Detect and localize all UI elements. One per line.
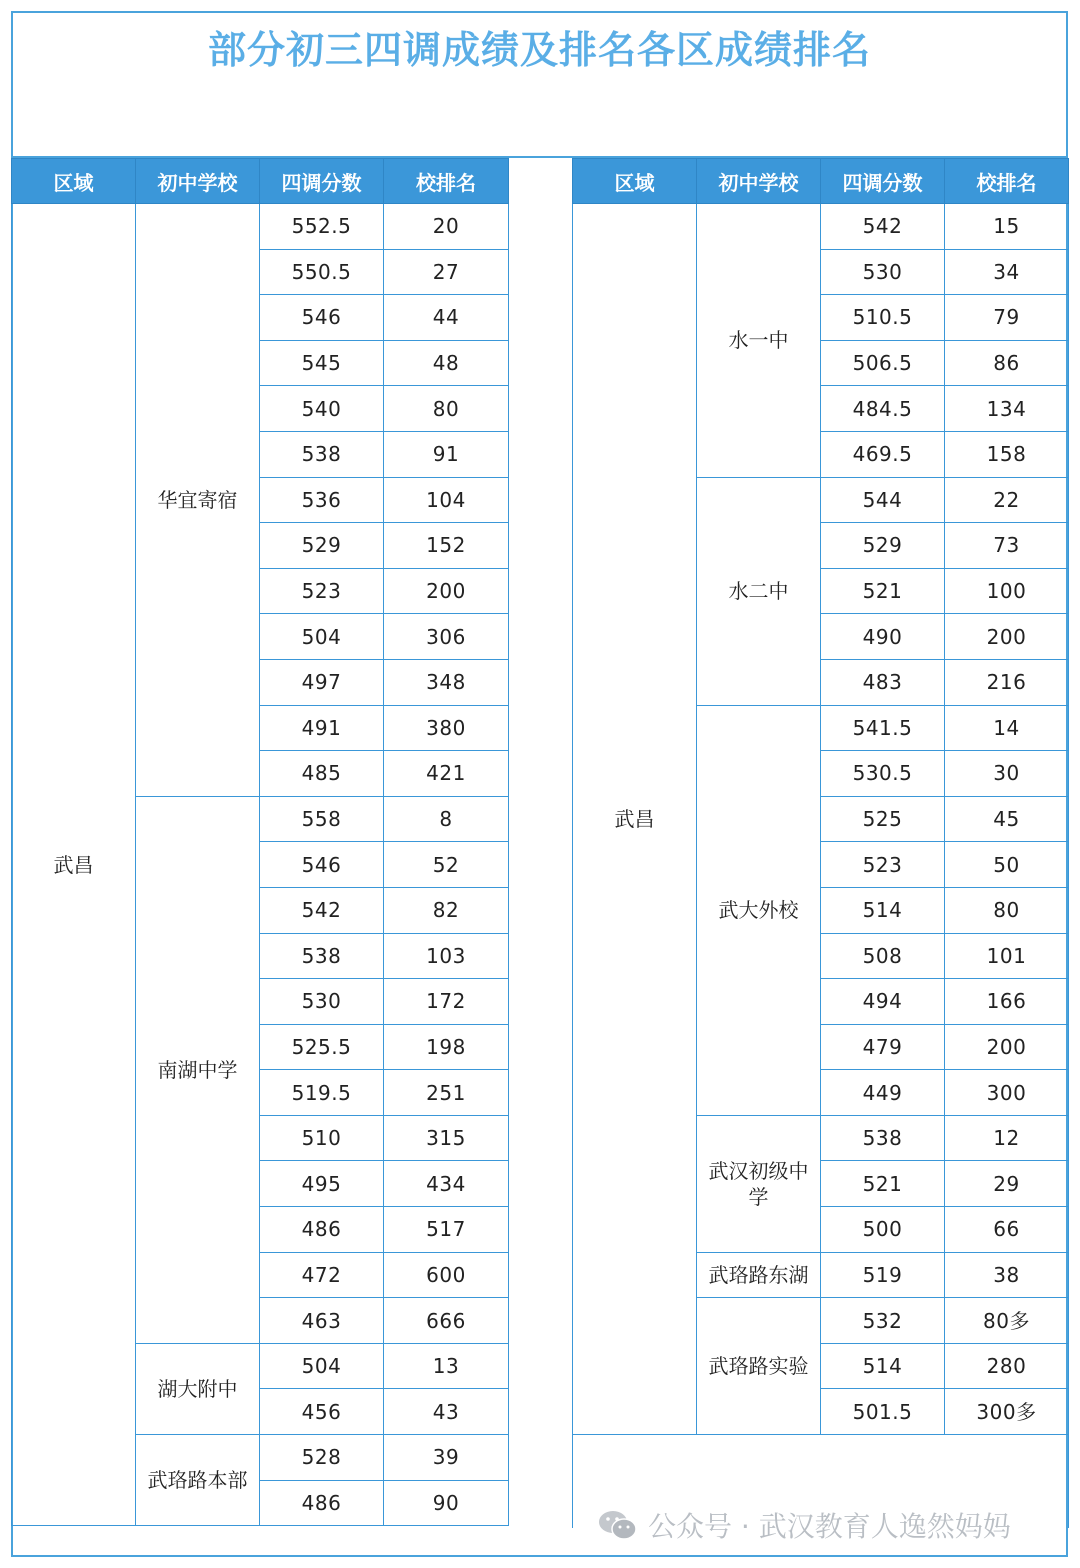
header-school: 初中学校 (697, 159, 821, 204)
score-cell: 552.5 (260, 204, 384, 250)
rank-cell: 158 (945, 431, 1069, 477)
score-cell: 483 (821, 659, 945, 705)
rank-cell: 600 (384, 1252, 509, 1298)
rank-cell: 104 (384, 477, 509, 523)
rank-cell: 200 (945, 1024, 1069, 1070)
rank-cell: 39 (384, 1435, 509, 1481)
score-cell: 472 (260, 1252, 384, 1298)
score-cell: 463 (260, 1298, 384, 1344)
watermark (598, 1500, 1011, 1550)
rank-cell: 80 (945, 887, 1069, 933)
score-cell: 521 (821, 568, 945, 614)
score-cell: 530 (260, 979, 384, 1025)
school-cell: 武珞路东湖 (697, 1252, 821, 1298)
rank-cell: 348 (384, 659, 509, 705)
score-cell: 519.5 (260, 1070, 384, 1116)
score-cell: 479 (821, 1024, 945, 1070)
score-cell: 550.5 (260, 249, 384, 295)
table-row (12, 204, 509, 250)
score-cell: 494 (821, 979, 945, 1025)
score-cell: 504 (260, 614, 384, 660)
score-cell: 456 (260, 1389, 384, 1435)
rank-cell: 34 (945, 249, 1069, 295)
rank-cell: 48 (384, 340, 509, 386)
score-cell: 510.5 (821, 295, 945, 341)
header-score: 四调分数 (821, 159, 945, 204)
rank-cell: 80多 (945, 1298, 1069, 1344)
score-cell: 538 (260, 431, 384, 477)
score-cell: 529 (821, 523, 945, 569)
score-cell: 525 (821, 796, 945, 842)
rank-cell: 90 (384, 1480, 509, 1526)
score-cell: 538 (260, 933, 384, 979)
school-cell: 武珞路实验 (697, 1298, 821, 1435)
header-score: 四调分数 (260, 159, 384, 204)
score-cell: 546 (260, 842, 384, 888)
rank-cell: 52 (384, 842, 509, 888)
score-cell: 529 (260, 523, 384, 569)
score-cell: 514 (821, 1343, 945, 1389)
rank-cell: 82 (384, 887, 509, 933)
rank-cell: 44 (384, 295, 509, 341)
rank-cell: 166 (945, 979, 1069, 1025)
rank-cell: 172 (384, 979, 509, 1025)
score-cell: 514 (821, 887, 945, 933)
rank-cell: 66 (945, 1207, 1069, 1253)
rank-cell: 434 (384, 1161, 509, 1207)
score-cell: 523 (821, 842, 945, 888)
rank-cell: 421 (384, 751, 509, 797)
left-score-table (11, 158, 509, 1526)
rank-cell: 43 (384, 1389, 509, 1435)
score-cell: 530.5 (821, 751, 945, 797)
score-cell: 486 (260, 1480, 384, 1526)
rank-cell: 100 (945, 568, 1069, 614)
score-cell: 536 (260, 477, 384, 523)
score-cell: 541.5 (821, 705, 945, 751)
page-title: 部分初三四调成绩及排名各区成绩排名 (207, 28, 871, 72)
school-cell: 武汉初级中学 (697, 1115, 821, 1252)
score-cell: 521 (821, 1161, 945, 1207)
rank-cell: 20 (384, 204, 509, 250)
score-cell: 449 (821, 1070, 945, 1116)
rank-cell: 666 (384, 1298, 509, 1344)
rank-cell: 91 (384, 431, 509, 477)
rank-cell: 12 (945, 1115, 1069, 1161)
score-cell: 538 (821, 1115, 945, 1161)
rank-cell: 134 (945, 386, 1069, 432)
header-row (573, 159, 1069, 204)
rank-cell: 38 (945, 1252, 1069, 1298)
score-cell: 542 (260, 887, 384, 933)
score-cell: 497 (260, 659, 384, 705)
rank-cell: 22 (945, 477, 1069, 523)
rank-cell: 152 (384, 523, 509, 569)
score-cell: 525.5 (260, 1024, 384, 1070)
school-cell: 武珞路本部 (136, 1435, 260, 1526)
rank-cell: 14 (945, 705, 1069, 751)
score-cell: 495 (260, 1161, 384, 1207)
school-cell: 水二中 (697, 477, 821, 705)
rank-cell: 50 (945, 842, 1069, 888)
school-cell: 水一中 (697, 204, 821, 478)
rank-cell: 198 (384, 1024, 509, 1070)
rank-cell: 86 (945, 340, 1069, 386)
score-cell: 545 (260, 340, 384, 386)
school-cell: 湖大附中 (136, 1343, 260, 1434)
score-cell: 508 (821, 933, 945, 979)
score-cell: 540 (260, 386, 384, 432)
rank-cell: 29 (945, 1161, 1069, 1207)
score-cell: 523 (260, 568, 384, 614)
rank-cell: 380 (384, 705, 509, 751)
rank-cell: 45 (945, 796, 1069, 842)
header-rank: 校排名 (945, 159, 1069, 204)
rank-cell: 80 (384, 386, 509, 432)
score-cell: 506.5 (821, 340, 945, 386)
score-cell: 544 (821, 477, 945, 523)
score-cell: 542 (821, 204, 945, 250)
rank-cell: 13 (384, 1343, 509, 1389)
score-cell: 500 (821, 1207, 945, 1253)
score-cell: 490 (821, 614, 945, 660)
rank-cell: 300 (945, 1070, 1069, 1116)
rank-cell: 200 (945, 614, 1069, 660)
header-school: 初中学校 (136, 159, 260, 204)
region-cell: 武昌 (573, 204, 697, 1435)
score-cell: 558 (260, 796, 384, 842)
score-cell: 491 (260, 705, 384, 751)
score-cell: 486 (260, 1207, 384, 1253)
header-region: 区域 (12, 159, 136, 204)
rank-cell: 15 (945, 204, 1069, 250)
right-score-table (572, 158, 1069, 1528)
rank-cell: 251 (384, 1070, 509, 1116)
table-row (573, 204, 1069, 250)
score-cell: 530 (821, 249, 945, 295)
rank-cell: 200 (384, 568, 509, 614)
region-cell: 武昌 (12, 204, 136, 1526)
header-rank: 校排名 (384, 159, 509, 204)
watermark-text: 公众号 · 武汉教育人逸然妈妈 (648, 1510, 1011, 1543)
rank-cell: 30 (945, 751, 1069, 797)
rank-cell: 280 (945, 1343, 1069, 1389)
rank-cell: 306 (384, 614, 509, 660)
rank-cell: 517 (384, 1207, 509, 1253)
rank-cell: 300多 (945, 1389, 1069, 1435)
rank-cell: 27 (384, 249, 509, 295)
score-cell: 485 (260, 751, 384, 797)
score-cell: 484.5 (821, 386, 945, 432)
score-cell: 519 (821, 1252, 945, 1298)
rank-cell: 315 (384, 1115, 509, 1161)
rank-cell: 8 (384, 796, 509, 842)
wechat-icon (598, 1508, 638, 1542)
score-cell: 469.5 (821, 431, 945, 477)
rank-cell: 73 (945, 523, 1069, 569)
score-cell: 528 (260, 1435, 384, 1481)
score-cell: 546 (260, 295, 384, 341)
score-cell: 504 (260, 1343, 384, 1389)
school-cell: 华宜寄宿 (136, 204, 260, 797)
rank-cell: 216 (945, 659, 1069, 705)
rank-cell: 103 (384, 933, 509, 979)
rank-cell: 101 (945, 933, 1069, 979)
score-cell: 510 (260, 1115, 384, 1161)
header-region: 区域 (573, 159, 697, 204)
school-cell: 南湖中学 (136, 796, 260, 1343)
rank-cell: 79 (945, 295, 1069, 341)
header-row (12, 159, 509, 204)
school-cell: 武大外校 (697, 705, 821, 1115)
score-cell: 532 (821, 1298, 945, 1344)
score-cell: 501.5 (821, 1389, 945, 1435)
